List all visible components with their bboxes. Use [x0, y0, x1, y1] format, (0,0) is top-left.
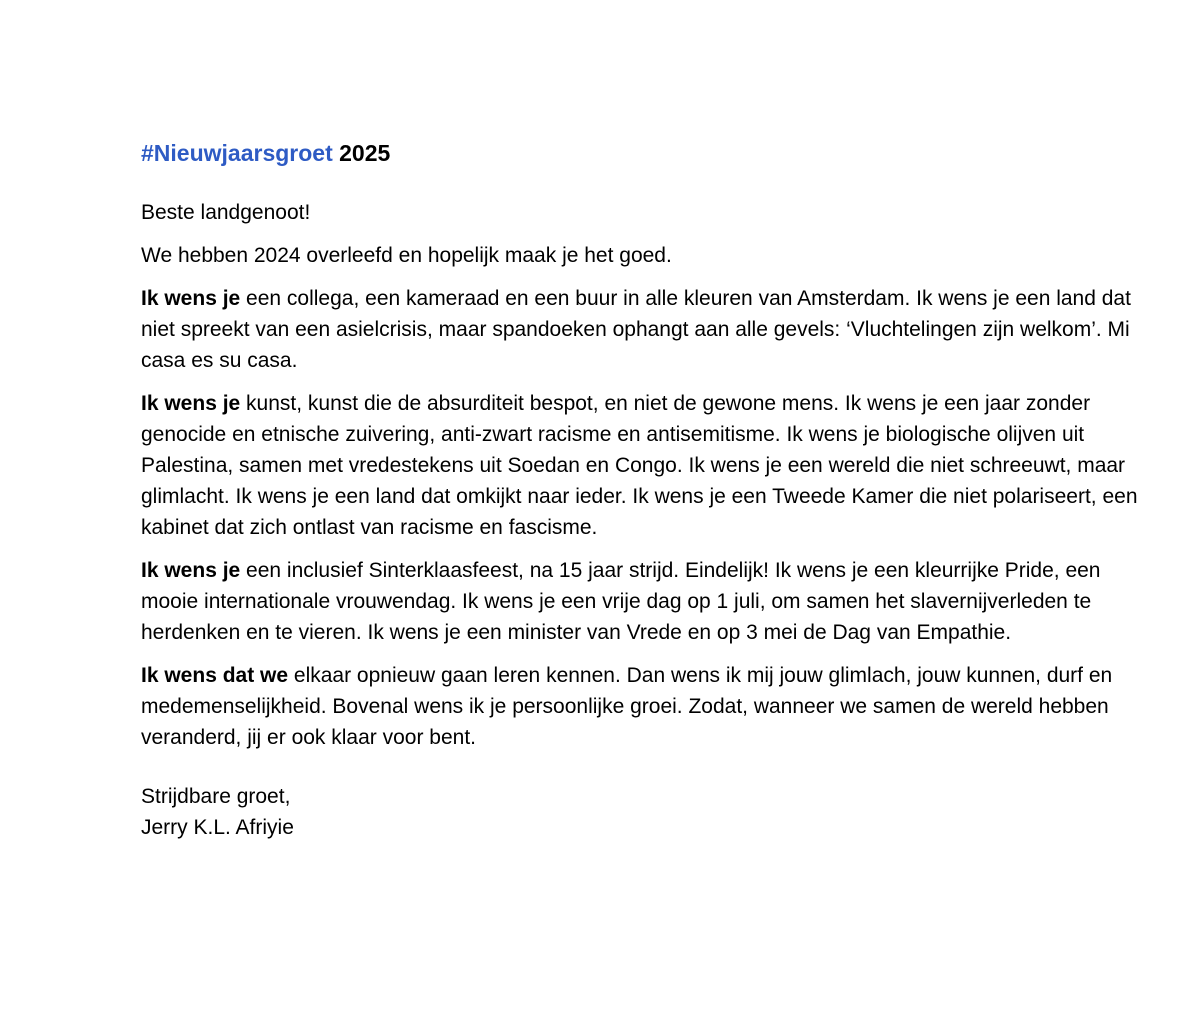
wish-text: elkaar opnieuw gaan leren kennen. Dan wens ik mij jouw glimlach, jouw kunnen, durf en medemenselijkheid. Bovenal wens ik je persoonlijke groei. Zodat, wanneer we samen de wereld hebben veranderd, jij er ook klaar voor bent.: [141, 664, 1113, 749]
wish-text: kunst, kunst die de absurditeit bespot, en niet de gewone mens. Ik wens je een jaar zonder genocide en etnische zuivering, anti-zwart racisme en antisemitisme. Ik wens je biologische olijven uit Palestina, samen met vredestekens uit Soedan en Congo. Ik wens je een wereld die niet schreeuwt, maar glimlacht. Ik wens je een land dat omkijkt naar ieder. Ik wens je een Tweede Kamer die niet polariseert, een kabinet dat zich ontlast van racisme en fascisme.: [141, 392, 1138, 539]
wish-paragraph-4: [141, 660, 1141, 753]
wish-paragraph-2: [141, 388, 1141, 543]
closing: [141, 781, 1141, 843]
signature: Jerry K.L. Afriyie: [141, 816, 294, 839]
greeting: Beste landgenoot!: [141, 201, 311, 224]
wish-lead: Ik wens je: [141, 559, 241, 582]
hashtag-link[interactable]: #Nieuwjaarsgroet: [141, 140, 333, 166]
letter-title: [141, 136, 1141, 170]
intro-paragraph: We hebben 2024 overleefd en hopelijk maak je het goed.: [141, 244, 672, 267]
wish-paragraph-3: [141, 555, 1141, 648]
salutation: Strijdbare groet,: [141, 785, 291, 808]
wish-lead: Ik wens je: [141, 392, 241, 415]
letter: [141, 136, 1141, 843]
wish-lead: Ik wens dat we: [141, 664, 289, 687]
wish-paragraph-1: [141, 283, 1141, 376]
title-year: 2025: [339, 140, 391, 166]
wish-lead: Ik wens je: [141, 287, 241, 310]
wish-text: een collega, een kameraad en een buur in alle kleuren van Amsterdam. Ik wens je een land dat niet spreekt van een asielcrisis, maar spandoeken ophangt aan alle gevels: ‘Vluchtelingen zijn welkom’. Mi casa es su casa.: [141, 287, 1131, 372]
wish-text: een inclusief Sinterklaasfeest, na 15 jaar strijd. Eindelijk! Ik wens je een kleurrijke Pride, een mooie internationale vrouwendag. Ik wens je een vrije dag op 1 juli, om samen het slavernijverleden te herdenken en te vieren. Ik wens je een minister van Vrede en op 3 mei de Dag van Empathie.: [141, 559, 1101, 644]
